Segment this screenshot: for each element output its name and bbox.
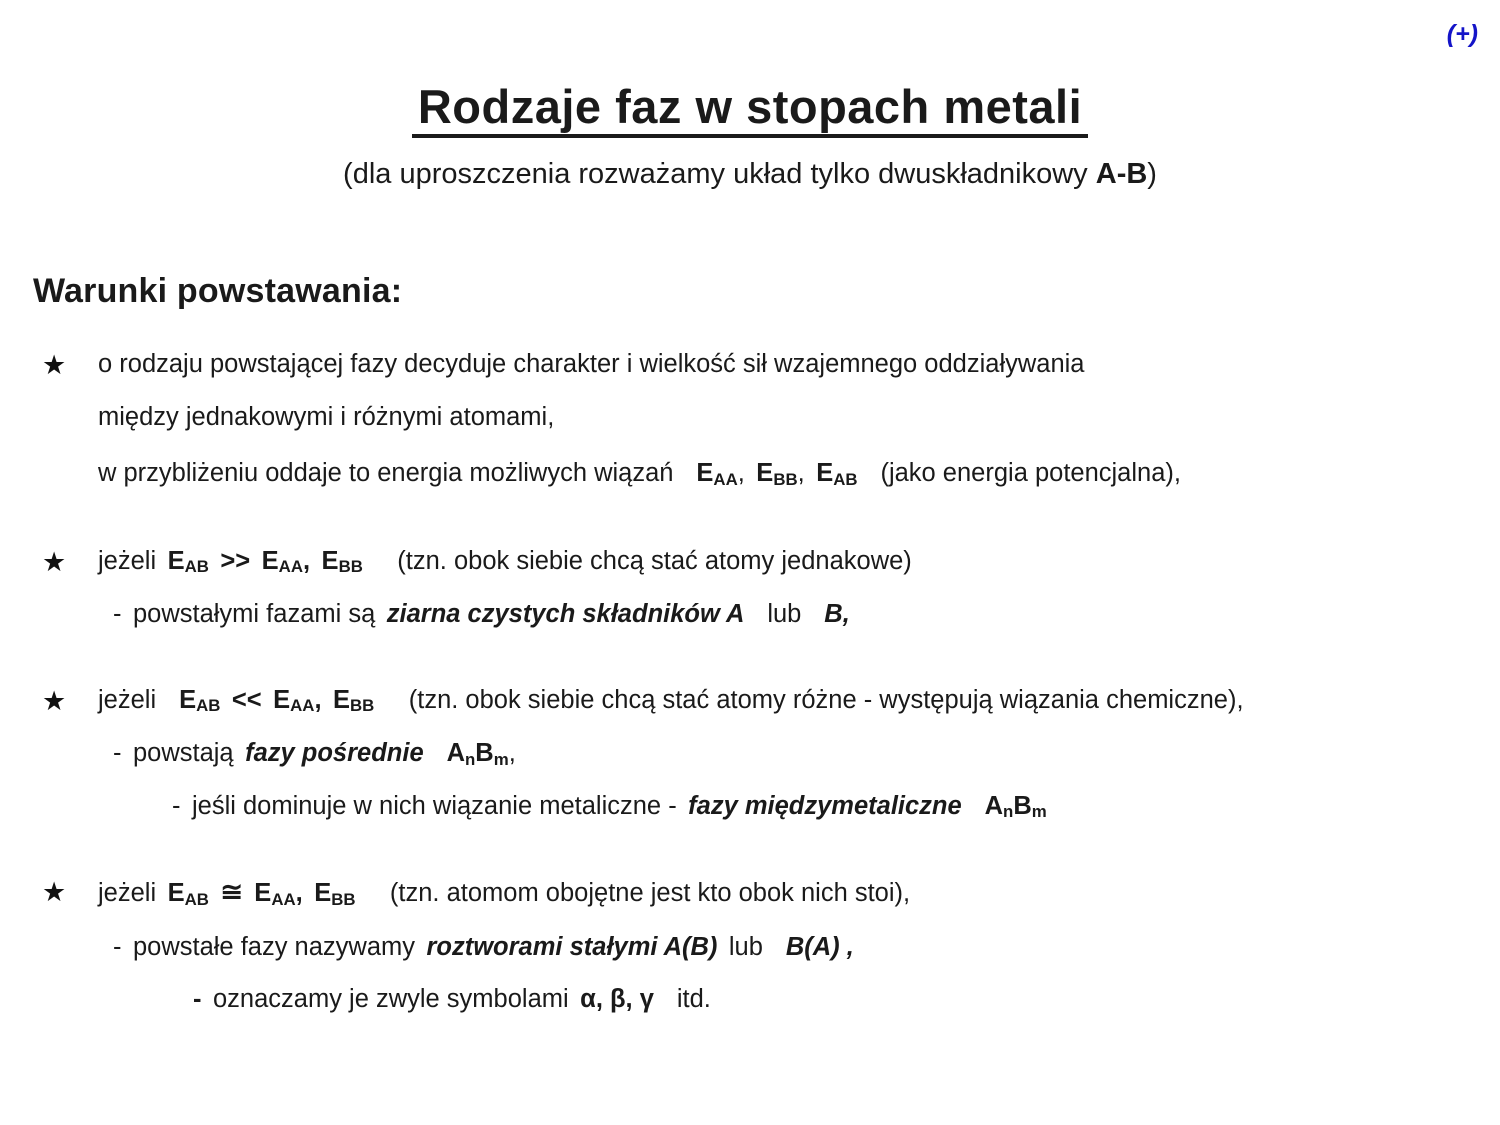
bullet-2-sub-emph: ziarna czystych składników A — [386, 600, 745, 628]
dash-marker: - — [113, 739, 122, 767]
bullet-3-lhs-subscript: AB — [196, 696, 221, 716]
star-bullet-icon: ★ — [42, 350, 67, 380]
bullet-3-lhs — [179, 686, 220, 714]
bullet-3-operator: << — [231, 685, 262, 714]
bullet-3-lhs-symbol: E — [179, 685, 197, 714]
bullet-3-lead: jeżeli — [98, 685, 157, 714]
bullet-3-rhs-2-symbol: E — [333, 685, 351, 714]
page-subtitle — [0, 157, 1500, 192]
bullet-2-lhs-subscript: AB — [184, 557, 209, 577]
energy-symbol-bb: E — [756, 459, 774, 487]
bullet-2-operator: >> — [220, 546, 251, 575]
energy-subscript-bb: BB — [773, 469, 798, 489]
bullet-item-3 — [0, 685, 1500, 822]
bullet-2-condition — [0, 546, 1500, 577]
bullet-4-rhs-1 — [254, 879, 295, 907]
dash-marker: - — [193, 985, 202, 1013]
energy-term-bb — [756, 459, 797, 487]
bullet-3-sub1-formula — [447, 739, 509, 767]
bullet-3-subline-2 — [0, 791, 1500, 822]
bullet-3-note: (tzn. obok siebie chcą stać atomy różne - występują wiązania chemiczne), — [408, 685, 1244, 714]
bullet-1-text-2: między jednakowymi i różnymi atomami, — [98, 402, 555, 431]
bullet-2-note: (tzn. obok siebie chcą stać atomy jednakowe) — [397, 546, 912, 575]
formula-a-symbol: A — [984, 791, 1004, 820]
formula-a-subscript: n — [465, 749, 476, 769]
formula-a-symbol: A — [446, 739, 466, 767]
energy-sep-2: , — [797, 459, 805, 487]
bullet-3-sub2-emph: fazy międzymetaliczne — [688, 791, 962, 820]
bullet-4-sub2-tail: itd. — [676, 985, 711, 1013]
formula-b-subscript: m — [1031, 802, 1047, 822]
bullet-4-sub1-emph2: B(A) , — [785, 932, 854, 961]
bullet-4-lhs-symbol: E — [167, 879, 185, 907]
bullet-4-lhs — [168, 879, 209, 907]
bullet-item-2 — [0, 546, 1500, 628]
bullet-4-rhs-1-subscript: AA — [271, 889, 296, 909]
bullet-2-rhs-1-symbol: E — [261, 546, 279, 575]
dash-marker: - — [113, 600, 122, 628]
bullet-3-rhs-1-subscript: AA — [290, 696, 315, 716]
bullet-list — [0, 352, 1500, 1013]
bullet-item-1 — [0, 352, 1500, 487]
bullet-2-lead: jeżeli — [98, 546, 157, 575]
bullet-1-text-1: o rodzaju powstającej fazy decyduje charakter i wielkość sił wzajemnego oddziaływania — [98, 350, 1085, 378]
bullet-4-subline-2 — [0, 987, 1500, 1013]
section-heading: Warunki powstawania: — [33, 272, 403, 310]
bullet-2-sub-mid: lub — [767, 600, 802, 628]
energy-term-aa — [696, 459, 737, 487]
energy-term-ab — [816, 459, 857, 487]
bullet-3-rhs-1 — [273, 686, 314, 714]
bullet-4-sub1-before: powstałe fazy nazywamy — [132, 932, 416, 961]
bullet-3-rhs-2-subscript: BB — [350, 696, 375, 716]
energy-subscript-aa: AA — [713, 469, 738, 489]
bullet-3-sub1-before: powstają — [132, 739, 234, 767]
bullet-3-sub1-emph: fazy pośrednie — [245, 739, 424, 767]
subtitle-prefix: (dla uproszczenia rozważamy układ tylko dwuskładnikowy — [343, 158, 1096, 191]
bullet-3-sub1-trail: , — [508, 739, 516, 767]
bullet-2-rhs-1 — [262, 547, 303, 575]
bullet-3-subline-1 — [0, 741, 1500, 767]
energy-symbol-ab: E — [816, 459, 834, 487]
bullet-3-condition — [0, 685, 1500, 716]
energy-sep-1: , — [737, 459, 745, 487]
star-bullet-icon: ★ — [42, 877, 67, 907]
bullet-4-rhs-2-subscript: BB — [331, 889, 356, 909]
bullet-4-comma: , — [295, 879, 303, 907]
bullet-2-rhs-2-subscript: BB — [338, 557, 363, 577]
bullet-4-note: (tzn. atomom obojętne jest kto obok nich stoi), — [389, 879, 911, 907]
dash-marker: - — [172, 791, 181, 820]
page-title — [0, 0, 1500, 138]
bullet-2-sub-emph2: B, — [824, 600, 850, 628]
bullet-2-sub-before: powstałymi fazami są — [132, 600, 376, 628]
subtitle-suffix: ) — [1147, 158, 1157, 191]
greek-symbols: α, β, γ — [580, 985, 654, 1013]
formula-b-symbol: B — [1013, 791, 1032, 820]
bullet-4-lhs-subscript: AB — [184, 889, 209, 909]
formula-a-subscript: n — [1003, 802, 1014, 822]
star-bullet-icon: ★ — [42, 685, 67, 716]
bullet-1-line-1 — [0, 352, 1500, 378]
bullet-2-comma: , — [302, 546, 311, 575]
formula-b-subscript: m — [493, 749, 509, 769]
energy-symbol-aa: E — [696, 459, 714, 487]
bullet-2-rhs-2-symbol: E — [321, 546, 339, 575]
bullet-3-rhs-2 — [333, 686, 374, 714]
bullet-4-operator: ≅ — [220, 877, 243, 907]
bullet-2-subline-1 — [0, 602, 1500, 628]
bullet-2-rhs-2 — [322, 547, 363, 575]
bullet-2-lhs — [168, 547, 209, 575]
bullet-4-rhs-1-symbol: E — [254, 879, 272, 907]
bullet-3-rhs-1-symbol: E — [273, 685, 291, 714]
formula-b-symbol: B — [475, 739, 494, 767]
dash-marker: - — [113, 932, 122, 961]
bullet-4-sub1-mid: lub — [728, 932, 763, 961]
bullet-2-rhs-1-subscript: AA — [278, 557, 303, 577]
bullet-3-sub2-formula — [985, 792, 1047, 820]
bullet-1-line-2 — [0, 402, 1500, 431]
bullet-3-sub2-before: jeśli dominuje w nich wiązanie metaliczne - — [191, 791, 677, 820]
bullet-4-rhs-2-symbol: E — [314, 879, 332, 907]
bullet-1-text-3: w przybliżeniu oddaje to energia możliwych wiązań — [98, 459, 674, 487]
bullet-3-comma: , — [314, 685, 322, 714]
bullet-item-4 — [0, 879, 1500, 1013]
bullet-2-lhs-symbol: E — [167, 546, 185, 575]
bullet-4-sub2-before: oznaczamy je zwyle symbolami — [212, 985, 569, 1013]
energy-subscript-ab: AB — [833, 469, 858, 489]
page-marker: (+) — [1446, 20, 1478, 48]
page-title-text: Rodzaje faz w stopach metali — [412, 82, 1088, 138]
subtitle-components: A-B — [1095, 158, 1148, 191]
bullet-4-lead: jeżeli — [98, 879, 157, 907]
bullet-4-condition — [0, 879, 1500, 907]
bullet-4-subline-1 — [0, 932, 1500, 961]
star-bullet-icon: ★ — [42, 546, 67, 577]
bullet-1-line-3 — [0, 461, 1500, 487]
bullet-4-sub1-emph: roztworami stałymi A(B) — [426, 932, 718, 961]
bullet-4-rhs-2 — [314, 879, 355, 907]
bullet-1-tail: (jako energia potencjalna), — [880, 459, 1181, 487]
